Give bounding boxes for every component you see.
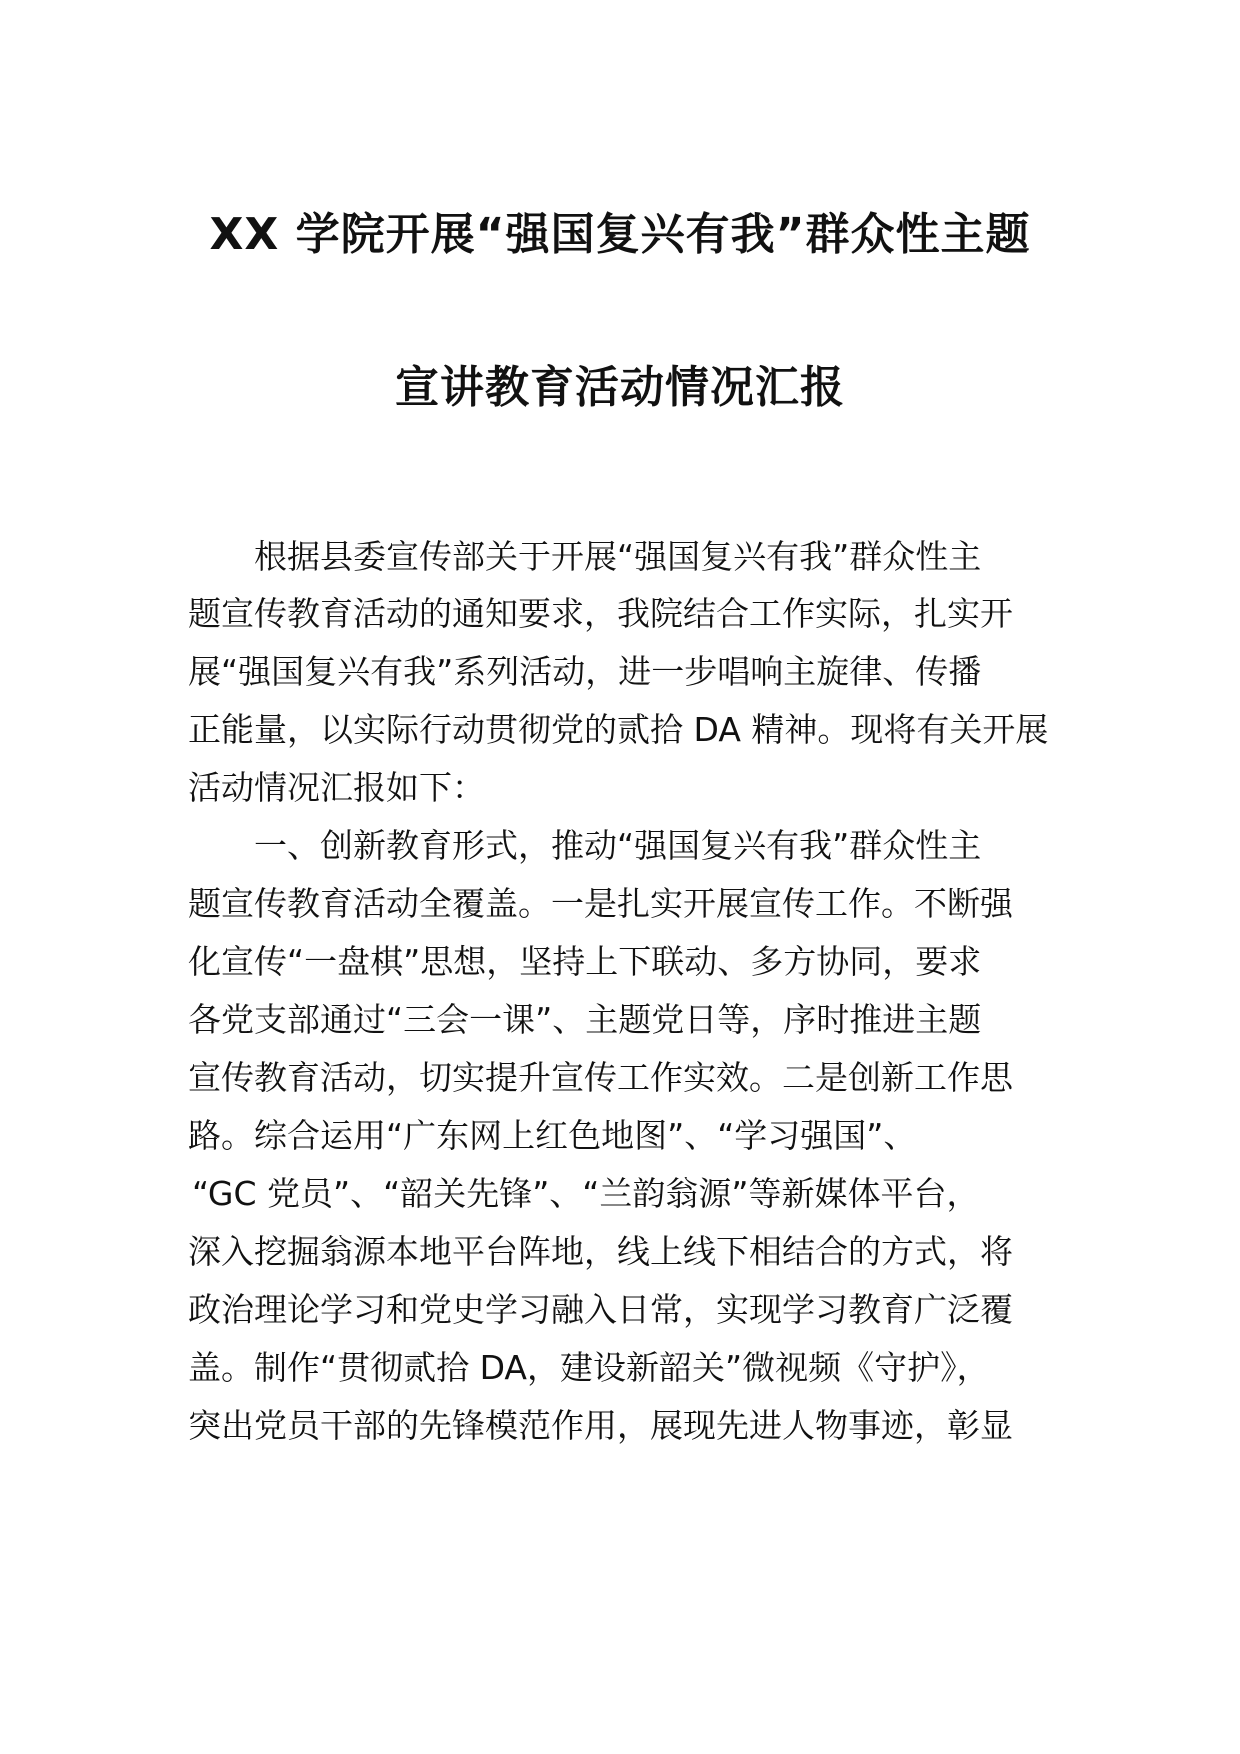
paragraph-2-line-10: 盖。制作“贯彻贰拾 DA，建设新韶关”微视频《守护》， [188, 1348, 990, 1387]
paragraph-2-line-3: 化宣传“一盘棋”思想，坚持上下联动、多方协同，要求 [188, 942, 982, 981]
paragraph-1-line-5: 活动情况汇报如下： [188, 768, 485, 807]
paragraph-1-line-2: 题宣传教育活动的通知要求，我院结合工作实际，扎实开 [188, 594, 1013, 633]
paragraph-1-line-3: 展“强国复兴有我”系列活动，进一步唱响主旋律、传播 [188, 652, 982, 691]
paragraph-2-line-1: 一、创新教育形式，推动“强国复兴有我”群众性主 [254, 826, 982, 865]
paragraph-2-line-9: 政治理论学习和党史学习融入日常，实现学习教育广泛覆 [188, 1290, 1013, 1329]
paragraph-1-line-4: 正能量，以实际行动贯彻党的贰拾 DA 精神。现将有关开展 [188, 710, 1049, 749]
paragraph-2-line-8: 深入挖掘翁源本地平台阵地，线上线下相结合的方式，将 [188, 1232, 1013, 1271]
paragraph-2-line-11: 突出党员干部的先锋模范作用，展现先进人物事迹，彰显 [188, 1406, 1013, 1445]
paragraph-2-line-2: 题宣传教育活动全覆盖。一是扎实开展宣传工作。不断强 [188, 884, 1013, 923]
document-title-line-1: XX 学院开展“强国复兴有我”群众性主题 [209, 209, 1031, 260]
paragraph-2-line-5: 宣传教育活动，切实提升宣传工作实效。二是创新工作思 [188, 1058, 1013, 1097]
paragraph-2-line-7: “GC 党员”、“韶关先锋”、“兰韵翁源”等新媒体平台， [192, 1174, 980, 1213]
paragraph-2-line-6: 路。综合运用“广东网上红色地图”、“学习强国”、 [188, 1116, 917, 1155]
document-title-line-2: 宣讲教育活动情况汇报 [395, 362, 845, 413]
paragraph-1-line-1: 根据县委宣传部关于开展“强国复兴有我”群众性主 [254, 537, 982, 576]
paragraph-2-line-4: 各党支部通过“三会一课”、主题党日等，序时推进主题 [188, 1000, 982, 1039]
